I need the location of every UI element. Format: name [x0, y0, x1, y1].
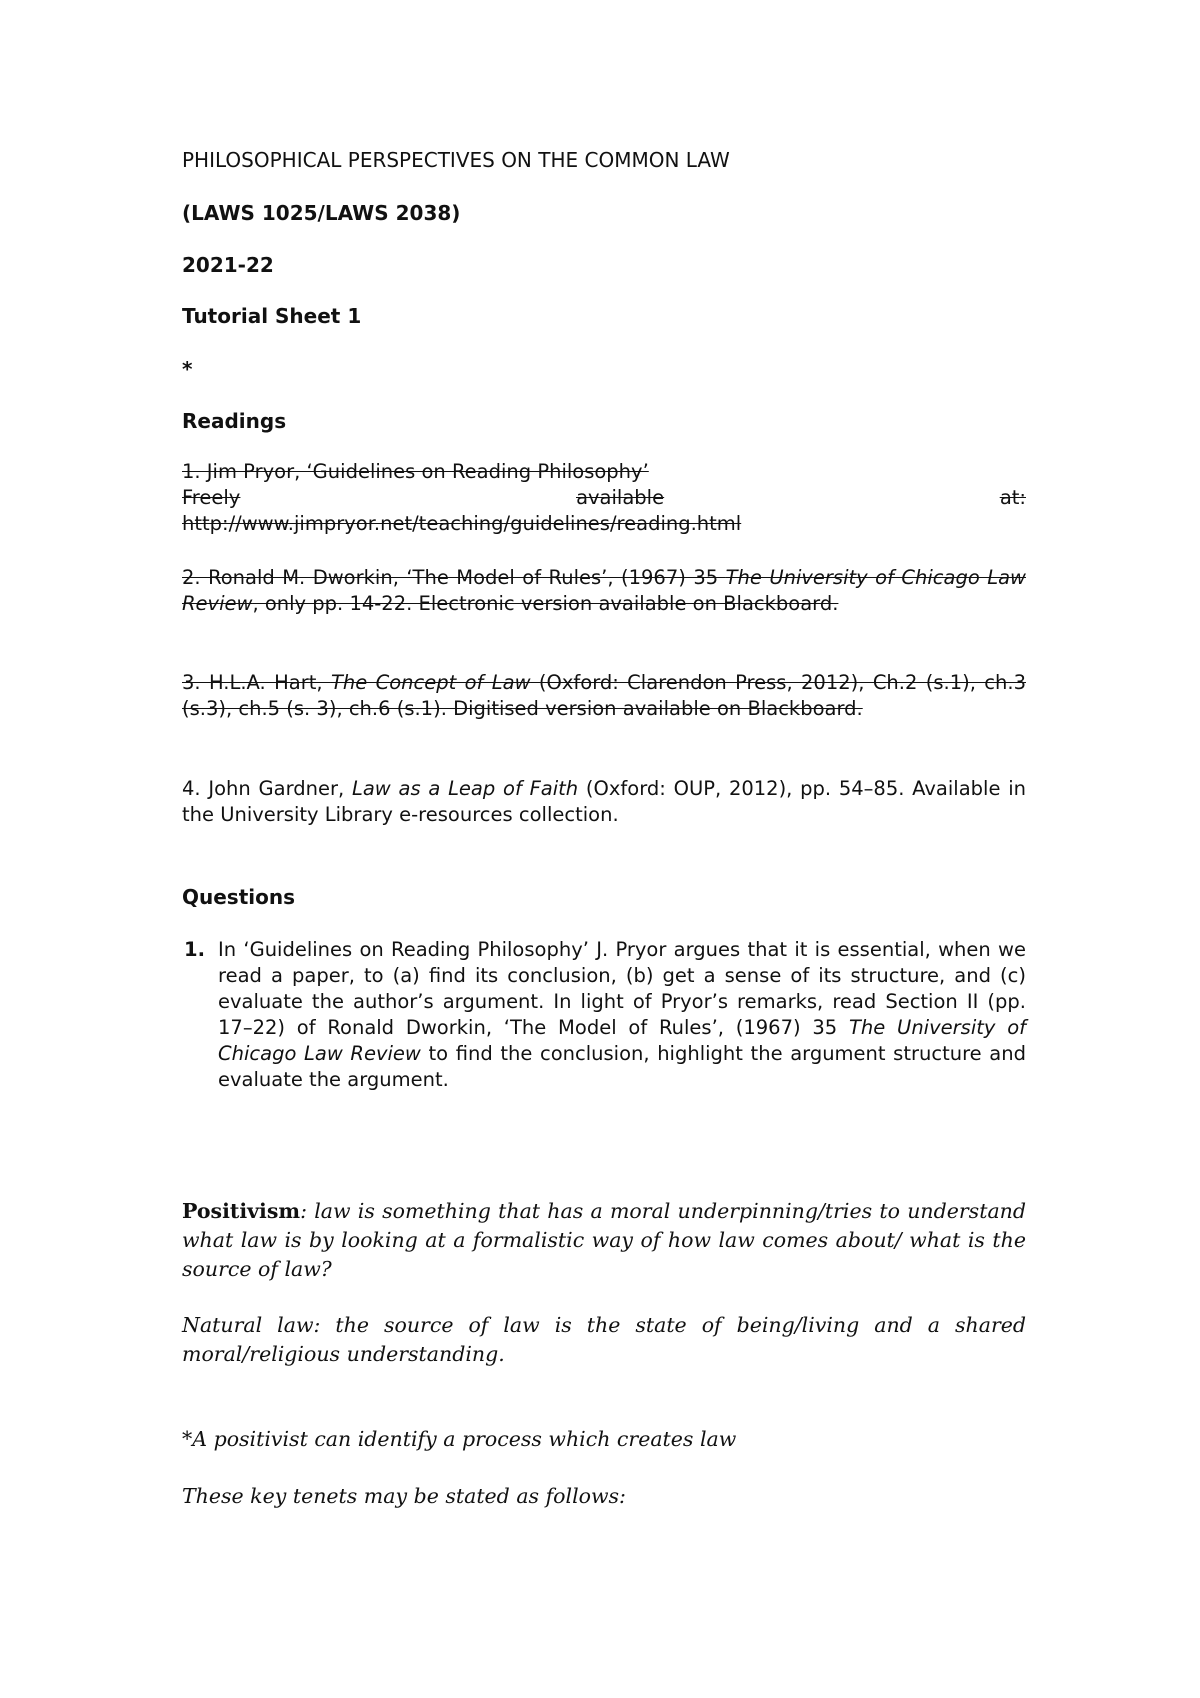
- reading-2-pre: 2. Ronald M. Dworkin, ‘The Model of Rules’, (1967) 35: [182, 566, 726, 589]
- reading-1: [182, 459, 1026, 537]
- reading-4-post: (Oxford: OUP, 2012), pp. 54–85. Available in the University Library e-resources collection.: [182, 777, 1026, 826]
- reading-3-book: The Concept of Law: [330, 671, 531, 694]
- positivism-definition: : law is something that has a moral underpinning/tries to understand what law is by looking at a formalistic way of how law comes about/ what is the source of law?: [182, 1199, 1026, 1281]
- reading-2-journal: The University of Chicago Law Review: [182, 566, 1026, 615]
- reading-4: [182, 776, 1026, 828]
- reading-4-book: Law as a Leap of Faith: [351, 777, 579, 800]
- reading-1-url: http://www.jimpryor.net/teaching/guidelines/reading.html: [182, 512, 742, 535]
- readings-heading: Readings: [182, 409, 287, 433]
- reading-3: [182, 670, 1026, 722]
- reading-1-available: available: [576, 486, 665, 509]
- section-separator: *: [182, 357, 193, 381]
- question-1-post: to find the conclusion, highlight the argument structure and evaluate the argument.: [218, 1042, 1026, 1091]
- positivism-label: Positivism: [182, 1199, 301, 1223]
- reading-3-post: (Oxford: Clarendon Press, 2012), Ch.2 (s.1), ch.3 (s.3), ch.5 (s. 3), ch.6 (s.1). Digitised version available on Blackboard.: [182, 671, 1026, 720]
- key-tenets-note: These key tenets may be stated as follows:: [182, 1484, 626, 1508]
- questions-heading: Questions: [182, 885, 296, 909]
- course-codes: (LAWS 1025/LAWS 2038): [182, 201, 461, 225]
- reading-1-at: at:: [999, 486, 1026, 509]
- positivism-note: [182, 1197, 1026, 1284]
- question-1-journal: The University of Chicago Law Review: [218, 1016, 1027, 1065]
- reading-1-availability: [182, 485, 1026, 511]
- reading-1-citation: 1. Jim Pryor, ‘Guidelines on Reading Philosophy’: [182, 460, 649, 483]
- positivist-process-note: *A positivist can identify a process which creates law: [182, 1427, 737, 1451]
- document-title: PHILOSOPHICAL PERSPECTIVES ON THE COMMON LAW: [182, 148, 730, 172]
- question-1-text: [218, 937, 1026, 1093]
- reading-2: [182, 565, 1026, 617]
- tutorial-sheet-title: Tutorial Sheet 1: [182, 304, 362, 328]
- natural-law-note: Natural law: the source of law is the state of being/living and a shared moral/religious understanding.: [182, 1313, 1026, 1366]
- question-1-pre: In ‘Guidelines on Reading Philosophy’ J. Pryor argues that it is essential, when we read a paper, to (a) find its conclusion, (b) get a sense of its structure, and (c) evaluate the author’s argument. In light of Pryor’s remarks, read Section II (pp. 17–22) of Ronald Dworkin, ‘The Model of Rules’, (1967) 35: [218, 938, 1026, 1039]
- reading-2-post: , only pp. 14-22. Electronic version available on Blackboard.: [252, 592, 839, 615]
- reading-3-pre: 3. H.L.A. Hart,: [182, 671, 331, 694]
- question-1-number: 1.: [184, 938, 205, 961]
- academic-year: 2021-22: [182, 253, 274, 277]
- reading-1-freely: Freely: [182, 486, 241, 509]
- question-1: [184, 937, 1027, 1093]
- reading-4-pre: 4. John Gardner,: [182, 777, 352, 800]
